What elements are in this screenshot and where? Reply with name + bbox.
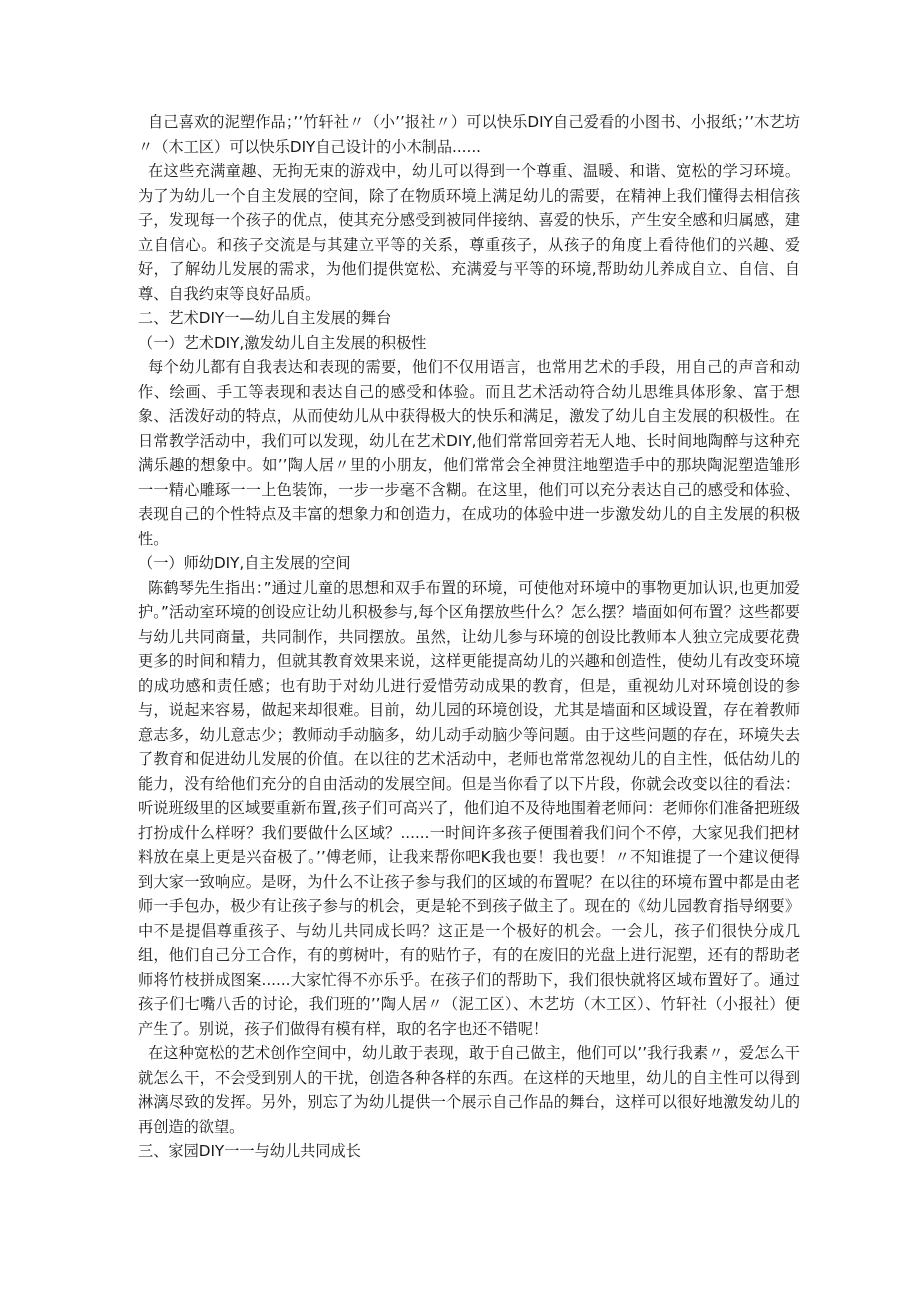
paragraph-chen-heqin: 陈鹤琴先生指出：”通过儿童的思想和双手布置的环境，可使他对环境中的事物更加认识,也更加爱护。”活动室环境的创设应让幼儿积极参与,每个区角摆放些什么？怎么摆？墙面如何布置？这些都要与幼儿共同商量，共同制作，共同摆放。虽然，让幼儿参与环境的创设比教师本人独立完成要花费更多的时间和精力，但就其教育效果来说，这样更能提高幼儿的兴趣和创造性，使幼儿有改变环境的成功感和责任感；也有助于对幼儿进行爱惜劳动成果的教育，但是，重视幼儿对环境创设的参与，说起来容易，做起来却很难。目前，幼儿园的环境创设，尤其是墙面和区域设置，存在着教师意志多，幼儿意志少；教师动手动脑多，幼儿动手动脑少等问题。由于这些问题的存在，环境失去了教育和促进幼儿发展的价值。在以往的艺术活动中，老师也常常忽视幼儿的自主性，低估幼儿的能力，没有给他们充分的自由活动的发展空间。但是当你看了以下片段，你就会改变以往的看法：听说班级里的区域要重新布置,孩子们可高兴了，他们迫不及待地围着老师问：老师你们准备把班级打扮成什么样呀？我们要做什么区域？......一时间许多孩子便围着我们问个不停，大家见我们把材料放在桌上更是兴奋极了。’’傅老师，让我来帮你吧K我也要！我也要！〃不知谁提了一个建议便得到大家一致响应。是呀，为什么不让孩子参与我们的区域的布置呢？在以往的环境布置中都是由老师一手包办，极少有让孩子参与的机会，更是轮不到孩子做主了。现在的《幼儿园教育指导纲要》中不是提倡尊重孩子、与幼儿共同成长吗？这正是一个极好的机会。一会儿，孩子们很快分成几组，他们自己分工合作，有的剪树叶，有的贴竹子，有的在废旧的光盘上进行泥塑，还有的帮助老师将竹枝拼成图案......大家忙得不亦乐乎。在孩子们的帮助下，我们很快就将区域布置好了。通过孩子们七嘴八舌的讨论，我们班的’’陶人居〃（泥工区）、木艺坊（木工区）、竹轩社（小报社）便产生了。别说，孩子们做得有模有样，取的名字也还不错呢！	[138, 578, 800, 1038]
paragraph-environment: 在这些充满童趣、无拘无束的游戏中，幼儿可以得到一个尊重、温暖、和谐、宽松的学习环境。为了为幼儿一个自主发展的空间，除了在物质环境上满足幼儿的需要，在精神上我们懂得去相信孩子，发现每一个孩子的优点，使其充分感受到被同伴接纳、喜爱的快乐，产生安全感和归属感，建立自信心。和孩子交流是与其建立平等的关系，尊重孩子，从孩子的角度上看待他们的兴趣、爱好，了解幼儿发展的需求，为他们提供宽松、充满爱与平等的环境,帮助幼儿养成自立、自信、自尊、自我约束等良好品质。	[138, 162, 800, 303]
subsection-heading-teacher-child-diy: （一）师幼DIY,自主发展的空间	[138, 554, 351, 572]
paragraph-creative-space: 在这种宽松的艺术创作空间中，幼儿敢于表现，敢于自己做主，他们可以’’我行我素〃，爱怎么干就怎么干，不会受到别人的干扰，创造各种各样的东西。在这样的天地里，幼儿的自主性可以得到淋漓尽致的发挥。另外，别忘了为幼儿提供一个展示自己作品的舞台，这样可以很好地激发幼儿的再创造的欲望。	[138, 1044, 800, 1136]
section-heading-3: 三、家园DIY一一与幼儿共同成长	[138, 1142, 361, 1160]
paragraph-intro-continuation: 自己喜欢的泥塑作品；’’竹轩社〃（小’’报社〃）可以快乐DIY自己爱看的小图书、小报纸；’’木艺坊〃（木工区）可以快乐DIY自己设计的小木制品......	[138, 113, 800, 156]
subsection-heading-art-diy: （一）艺术DIY,激发幼儿自主发展的积极性	[138, 333, 427, 352]
paragraph-self-expression: 每个幼儿都有自我表达和表现的需要，他们不仅用语言，也常用艺术的手段，用自己的声音和动作、绘画、手工等表现和表达自己的感受和体验。而且艺术活动符合幼儿思维具体形象、富于想象、活泼好动的特点，从而使幼儿从中获得极大的快乐和满足，激发了幼儿自主发展的积极性。在日常教学活动中，我们可以发现，幼儿在艺术DIY,他们常常回旁若无人地、长时间地陶醉与这种充满乐趣的想象中。如’’陶人居〃里的小朋友，他们常常会全神贯注地塑造手中的那块陶泥塑造雏形一一精心雕琢一一上色装饰，一步一步毫不含糊。在这里，他们可以充分表达自己的感受和体验、表现自己的个性特点及丰富的想象力和创造力，在成功的体验中进一步激发幼儿的自主发展的积极性。	[138, 358, 800, 548]
document-page	[138, 110, 800, 1164]
section-heading-2: 二、艺术DIY一—幼儿自主发展的舞台	[138, 309, 392, 327]
